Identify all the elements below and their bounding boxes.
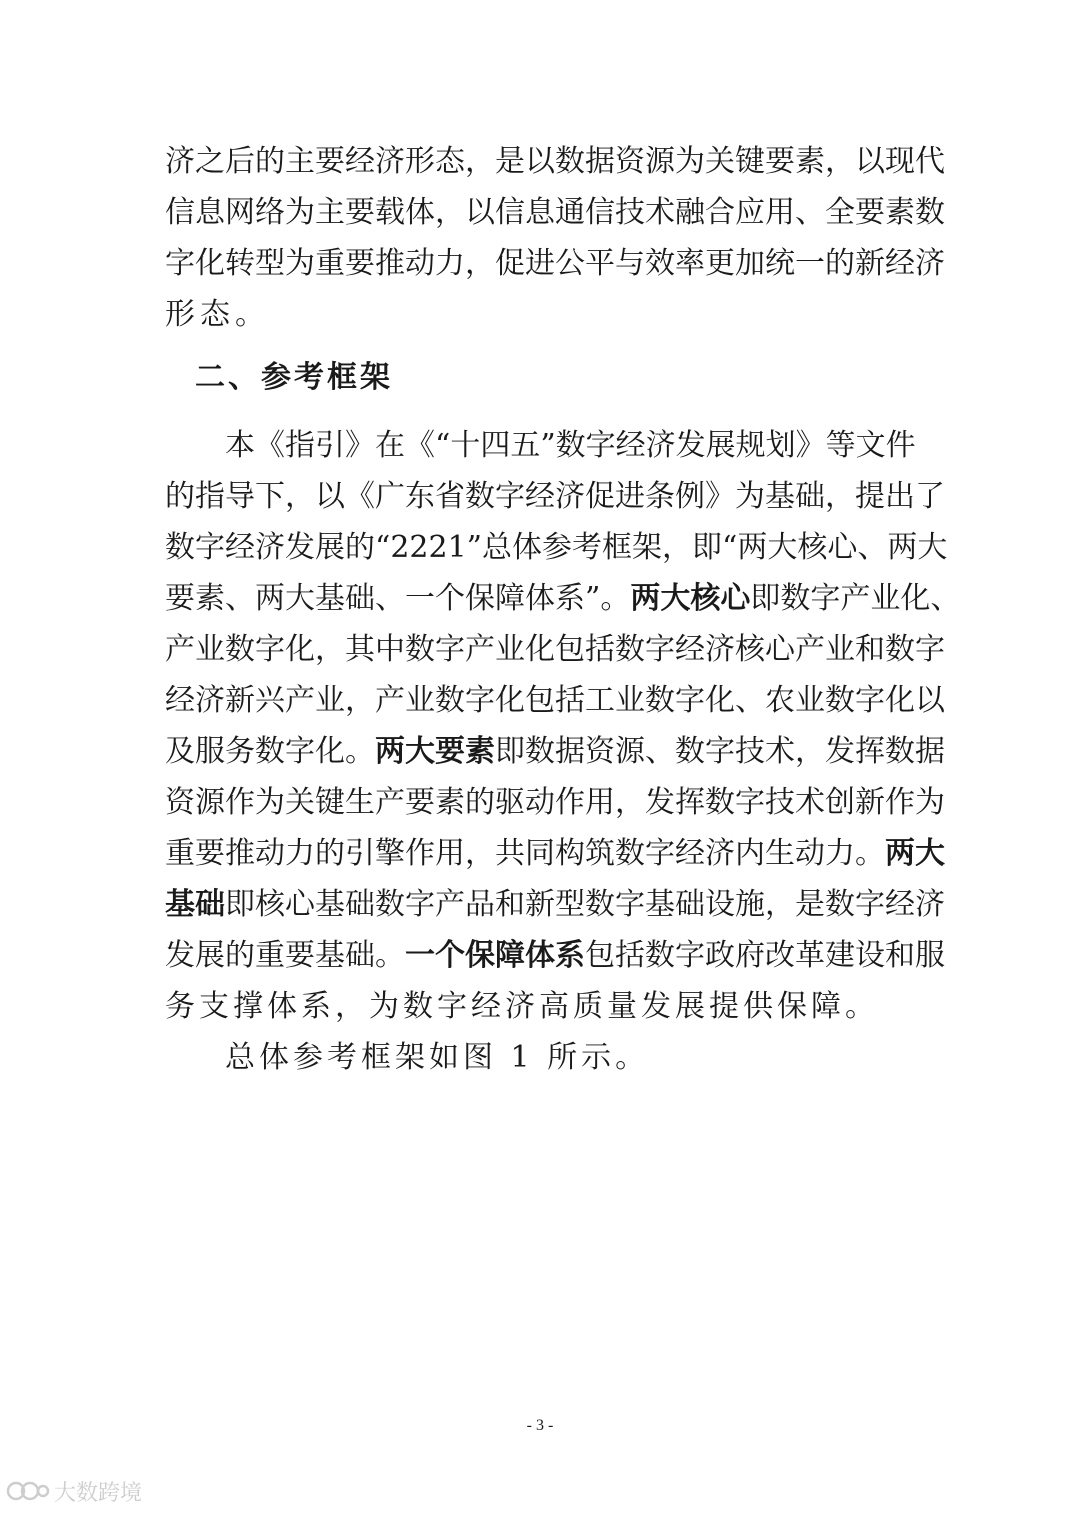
watermark-text: 大数跨境	[54, 1480, 143, 1506]
body-text-line	[165, 936, 945, 976]
body-text-line: 形态。	[165, 297, 270, 332]
text-run: 及服务数字化。	[165, 734, 375, 769]
body-text-line	[165, 885, 945, 925]
section-heading: 二、参考框架	[195, 360, 393, 395]
page-number: - 3 -	[526, 1417, 554, 1434]
text-run: 包括数字政府改革建设和服	[585, 938, 945, 973]
body-text-line	[165, 834, 945, 874]
emphasis-guarantee-system: 一个保障体系	[405, 938, 585, 973]
body-text-line: 资源作为关键生产要素的驱动作用，发挥数字技术创新作为	[165, 785, 945, 820]
text-run: 要素、两大基础、一个保障体系”。	[165, 581, 631, 616]
body-text-line: 数字经济发展的“2221”总体参考框架，即“两大核心、两大	[165, 530, 948, 565]
text-run: 即数据资源、数字技术，发挥数据	[495, 734, 945, 769]
watermark	[6, 1476, 142, 1506]
emphasis-two-elements: 两大要素	[375, 734, 495, 769]
body-text-line: 务支撑体系，为数字经济高质量发展提供保障。	[165, 989, 879, 1024]
body-text-line	[165, 579, 961, 619]
body-text-line: 的指导下，以《广东省数字经济促进条例》为基础，提出了	[165, 479, 945, 514]
body-text-line: 信息网络为主要载体，以信息通信技术融合应用、全要素数	[165, 195, 945, 230]
emphasis-two-foundations-end: 基础	[165, 887, 225, 922]
body-text-line: 经济新兴产业，产业数字化包括工业数字化、农业数字化以	[165, 683, 945, 718]
body-text-line	[165, 732, 945, 772]
emphasis-two-cores: 两大核心	[630, 581, 751, 616]
text-run: 重要推动力的引擎作用，共同构筑数字经济内生动力。	[165, 836, 885, 871]
text-run: 即核心基础数字产品和新型数字基础设施，是数字经济	[225, 887, 945, 922]
body-text-line: 本《指引》在《“十四五”数字经济发展规划》等文件	[225, 428, 916, 463]
text-run: 发展的重要基础。	[165, 938, 405, 973]
body-text-line: 总体参考框架如图 1 所示。	[225, 1040, 650, 1075]
body-text-line: 字化转型为重要推动力，促进公平与效率更加统一的新经济	[165, 246, 945, 281]
text-run: 即数字产业化、	[750, 581, 961, 616]
body-text-line: 产业数字化，其中数字产业化包括数字经济核心产业和数字	[165, 632, 945, 667]
body-text-line: 济之后的主要经济形态，是以数据资源为关键要素，以现代	[165, 144, 945, 179]
emphasis-two-foundations-start: 两大	[885, 836, 945, 871]
watermark-logo-icon	[6, 1478, 50, 1504]
